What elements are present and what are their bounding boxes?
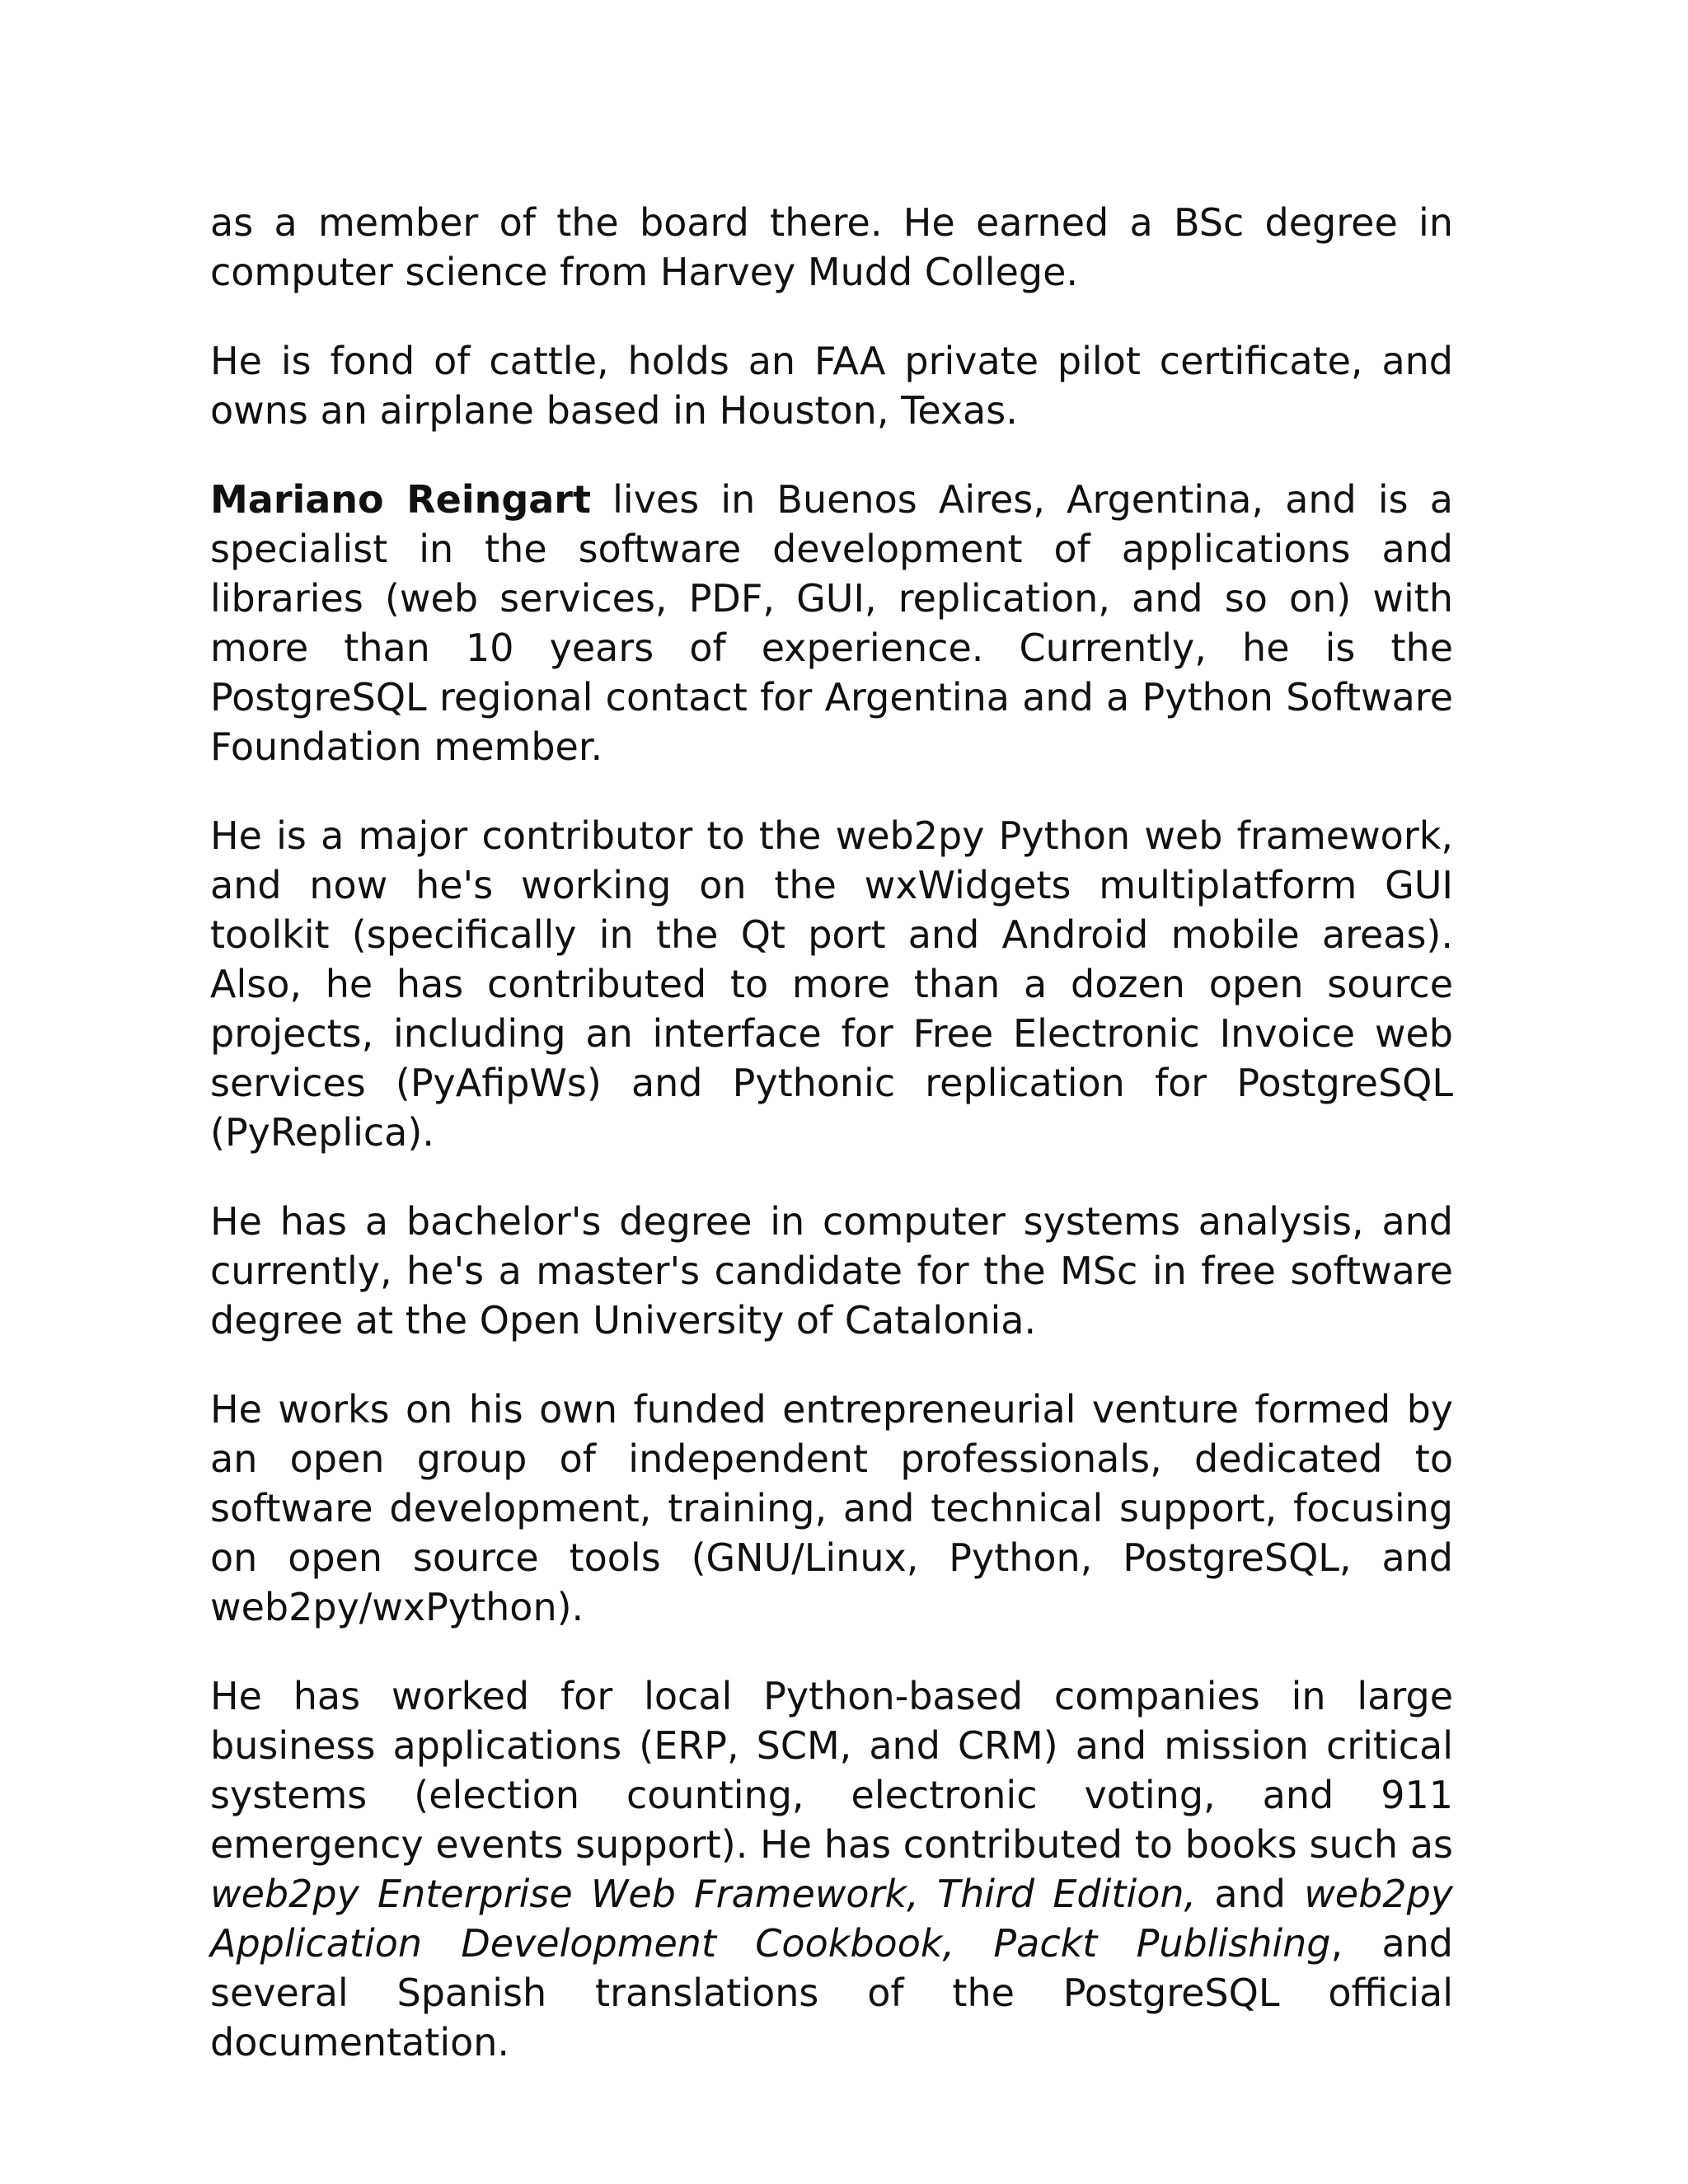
- document-page: [210, 198, 1453, 2067]
- work-books-text-1: He has worked for local Python-based companies in large business applications (ERP, SCM, and CRM) and mission critical systems (election counting, electronic voting, and 911 emergency events support). He has contributed to books such as: [210, 1674, 1453, 1867]
- work-books-text-3: , and several Spanish translations of the PostgreSQL official documentation.: [210, 1921, 1453, 2064]
- paragraph-contributions: He is a major contributor to the web2py Python web framework, and now he's working on the wxWidgets multiplatform GUI toolkit (specifically in the Qt port and Android mobile areas). Also, he has contributed to more than a dozen open source projects, including an interface for Free Electronic Invoice web services (PyAfipWs) and Pythonic replication for PostgreSQL (PyReplica).: [210, 813, 1453, 1155]
- paragraph-board-education: as a member of the board there. He earned a BSc degree in computer science from Harvey Mudd College.: [210, 200, 1453, 294]
- paragraph-work-books: [210, 1671, 1453, 2067]
- paragraph-mariano-intro-text: lives in Buenos Aires, Argentina, and is a specialist in the software development of applications and libraries (web services, PDF, GUI, replication, and so on) with more than 10 years of experience. Currently, he is the PostgreSQL regional contact for Argentina and a Python Software Foundation member.: [210, 477, 1453, 769]
- book-title-cookbook: web2py Application Development Cookbook, Packt Publishing: [210, 1872, 1453, 1966]
- paragraph-degree: He has a bachelor's degree in computer systems analysis, and currently, he's a master's candidate for the MSc in free software degree at the Open University of Catalonia.: [210, 1199, 1453, 1343]
- book-title-enterprise: web2py Enterprise Web Framework, Third Edition,: [210, 1872, 1197, 1916]
- work-books-text-2: and: [1196, 1872, 1305, 1916]
- paragraph-mariano-intro: [210, 475, 1453, 771]
- paragraph-venture: He works on his own funded entrepreneurial venture formed by an open group of independent professionals, dedicated to software development, training, and technical support, focusing on open source tools (GNU/Linux, Python, PostgreSQL, and web2py/wxPython).: [210, 1387, 1453, 1629]
- paragraph-hobbies: He is fond of cattle, holds an FAA private pilot certificate, and owns an airplane based in Houston, Texas.: [210, 339, 1453, 433]
- author-name: Mariano Reingart: [210, 477, 591, 522]
